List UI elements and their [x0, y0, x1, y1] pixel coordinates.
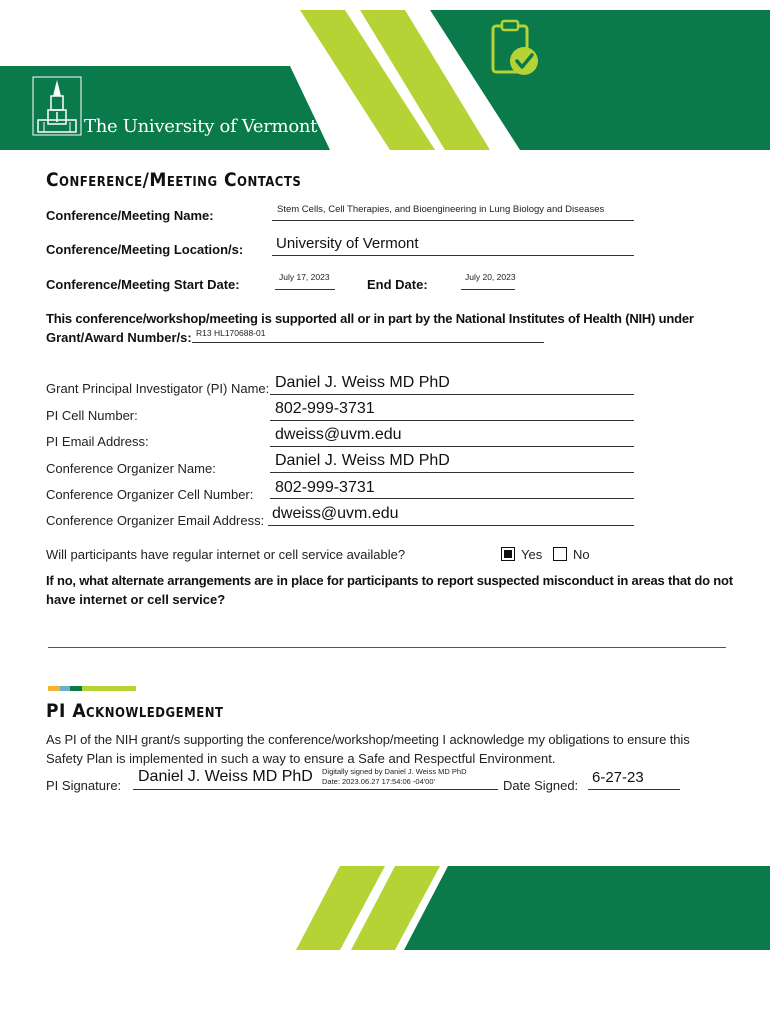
section-divider	[48, 686, 138, 691]
pi-cell-label: PI Cell Number:	[46, 408, 138, 423]
pi-name-underline	[270, 394, 634, 395]
conference-name-underline	[272, 220, 634, 221]
section-title-contacts: Conference/Meeting Contacts	[46, 169, 302, 191]
pi-name-field[interactable]: Daniel J. Weiss MD PhD	[275, 374, 450, 391]
footer-graphic	[0, 860, 770, 960]
pi-cell-field[interactable]: 802-999-3731	[275, 400, 375, 417]
tower-icon	[32, 76, 82, 136]
pi-email-field[interactable]: dweiss@uvm.edu	[275, 426, 402, 443]
grant-number-label: Grant/Award Number/s:	[46, 330, 192, 345]
conference-name-label: Conference/Meeting Name:	[46, 208, 214, 223]
university-logo	[32, 76, 318, 138]
pi-name-label: Grant Principal Investigator (PI) Name:	[46, 381, 270, 396]
digital-signature-line2: Date: 2023.06.27 17:54:06 -04'00'	[322, 777, 435, 786]
grant-number-field[interactable]: R13 HL170688-01	[196, 328, 266, 338]
section-title-acknowledgement: PI Acknowledgement	[46, 700, 224, 722]
date-signed-field[interactable]: 6-27-23	[592, 769, 644, 786]
conference-location-field[interactable]: University of Vermont	[276, 235, 419, 252]
no-checkbox[interactable]	[553, 547, 567, 561]
pi-cell-underline	[270, 420, 634, 421]
organizer-email-label: Conference Organizer Email Address:	[46, 513, 265, 528]
nih-support-text: This conference/workshop/meeting is supported all or in part by the National Institutes of Health (NIH) under	[46, 311, 694, 326]
start-date-underline	[275, 289, 335, 290]
university-name: The University of Vermont	[84, 116, 318, 137]
pi-email-underline	[270, 446, 634, 447]
organizer-cell-field[interactable]: 802-999-3731	[275, 479, 375, 496]
alternate-question-line2: have internet or cell service?	[46, 592, 226, 607]
conference-location-label: Conference/Meeting Location/s:	[46, 242, 244, 257]
digital-signature-line1: Digitally signed by Daniel J. Weiss MD PhD	[322, 767, 467, 776]
footer-banner	[0, 860, 770, 960]
organizer-email-field[interactable]: dweiss@uvm.edu	[272, 505, 399, 522]
organizer-name-field[interactable]: Daniel J. Weiss MD PhD	[275, 452, 450, 469]
conference-name-field[interactable]: Stem Cells, Cell Therapies, and Bioengineering in Lung Biology and Diseases	[277, 204, 605, 215]
acknowledgement-text-line1: As PI of the NIH grant/s supporting the conference/workshop/meeting I acknowledge my obligations to ensure this	[46, 732, 690, 747]
no-label: No	[573, 547, 590, 562]
grant-number-underline	[192, 342, 544, 343]
end-date-underline	[461, 289, 515, 290]
internet-question: Will participants have regular internet or cell service available?	[46, 547, 406, 562]
pi-signature-name[interactable]: Daniel J. Weiss MD PhD	[138, 768, 313, 785]
yes-label: Yes	[521, 547, 543, 562]
pi-signature-underline	[133, 789, 498, 790]
alternate-question-line1: If no, what alternate arrangements are in place for participants to report suspected misconduct in areas that do not	[46, 573, 733, 588]
acknowledgement-text-line2: Safety Plan is implemented in such a way to ensure a Safe and Respectful Environment.	[46, 751, 556, 766]
organizer-name-label: Conference Organizer Name:	[46, 461, 216, 476]
start-date-label: Conference/Meeting Start Date:	[46, 277, 240, 292]
organizer-cell-underline	[270, 498, 634, 499]
clipboard-check-icon	[488, 18, 544, 80]
date-signed-underline	[588, 789, 680, 790]
organizer-name-underline	[270, 472, 634, 473]
conference-location-underline	[272, 255, 634, 256]
yes-checkbox[interactable]	[501, 547, 515, 561]
start-date-field[interactable]: July 17, 2023	[279, 272, 330, 282]
alternate-answer-line[interactable]	[48, 647, 726, 648]
organizer-cell-label: Conference Organizer Cell Number:	[46, 487, 254, 502]
organizer-email-underline	[268, 525, 634, 526]
date-signed-label: Date Signed:	[503, 778, 579, 793]
end-date-field[interactable]: July 20, 2023	[465, 272, 516, 282]
pi-signature-label: PI Signature:	[46, 778, 122, 793]
end-date-label: End Date:	[367, 277, 428, 292]
pi-email-label: PI Email Address:	[46, 434, 149, 449]
